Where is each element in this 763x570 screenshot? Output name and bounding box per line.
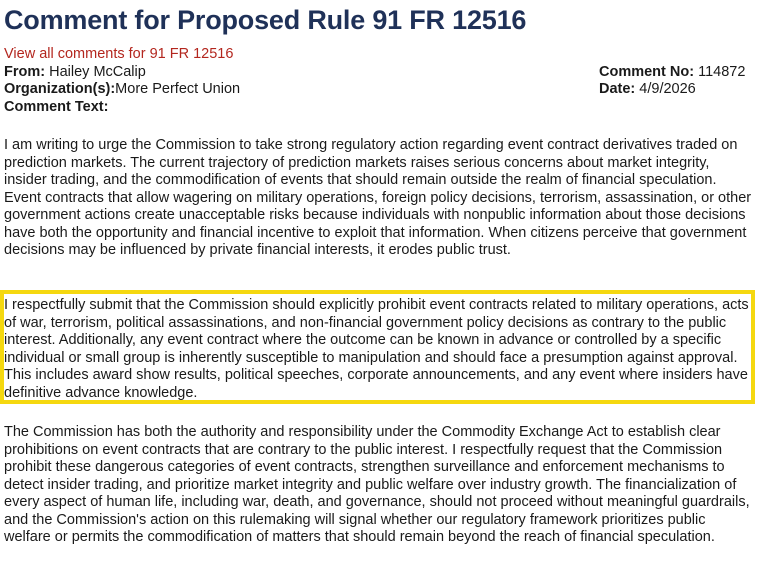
view-all-comments-link[interactable]: View all comments for 91 FR 12516 bbox=[4, 46, 234, 62]
comment-paragraph-3: The Commission has both the authority and responsibility under the Commodity Exchange Act to establish clear prohibitions on event contracts that are contrary to the public interest. I respectfully request that the Commission prohibit these dangerous categories of event contracts, strengthen surveillance and enforcement mechanisms to detect insider trading, and prioritize market integrity and public welfare over industry growth. The financialization of every aspect of human life, including war, death, and governance, should not proceed without meaningful guardrails, and the Commission's action on this rulemaking will signal whether our regulatory framework prioritizes public welfare or permits the commodification of matters that should remain beyond the reach of financial speculation. bbox=[4, 424, 750, 545]
comment-no-field bbox=[599, 64, 745, 82]
from-row bbox=[4, 64, 759, 82]
comment-no-value: 114872 bbox=[698, 63, 746, 80]
date-field bbox=[599, 81, 696, 99]
organization-row bbox=[4, 81, 759, 99]
comment-text-row bbox=[4, 99, 759, 117]
organization-label: Organization(s): bbox=[4, 81, 116, 97]
comment-metadata bbox=[4, 46, 759, 116]
comment-text-label: Comment Text: bbox=[4, 98, 109, 115]
date-value: 4/9/2026 bbox=[639, 81, 696, 97]
from-value: Hailey McCalip bbox=[49, 63, 146, 80]
page-title: Comment for Proposed Rule 91 FR 12516 bbox=[4, 5, 527, 35]
comment-paragraph-2-highlighted: I respectfully submit that the Commission should explicitly prohibit event contracts related to military operations, acts of war, terrorism, political assassinations, and non-financial government policy decisions as contrary to the public interest. Additionally, any event contract where the outcome can be known in advance or controlled by a specific individual or small group is inherently susceptible to manipulation and should face a presumption against approval. This includes award show results, political speeches, corporate announcements, and any event where insiders have definitive advance knowledge. bbox=[4, 297, 749, 401]
from-label: From: bbox=[4, 63, 46, 80]
comment-no-label: Comment No: bbox=[599, 63, 695, 80]
comment-paragraph-1: I am writing to urge the Commission to take strong regulatory action regarding event contract derivatives traded on prediction markets. The current trajectory of prediction markets raises serious concerns about market integrity, insider trading, and the commodification of events that should remain outside the realm of financial speculation. Event contracts that allow wagering on military operations, foreign policy decisions, terrorism, assassination, or other government actions create unacceptable risks because individuals with nonpublic information about those decisions have both the opportunity and financial incentive to exploit that information. When citizens perceive that government decisions may be influenced by private financial interests, it erodes public trust. bbox=[4, 137, 752, 258]
date-label: Date: bbox=[599, 81, 636, 97]
organization-value: More Perfect Union bbox=[115, 81, 241, 97]
